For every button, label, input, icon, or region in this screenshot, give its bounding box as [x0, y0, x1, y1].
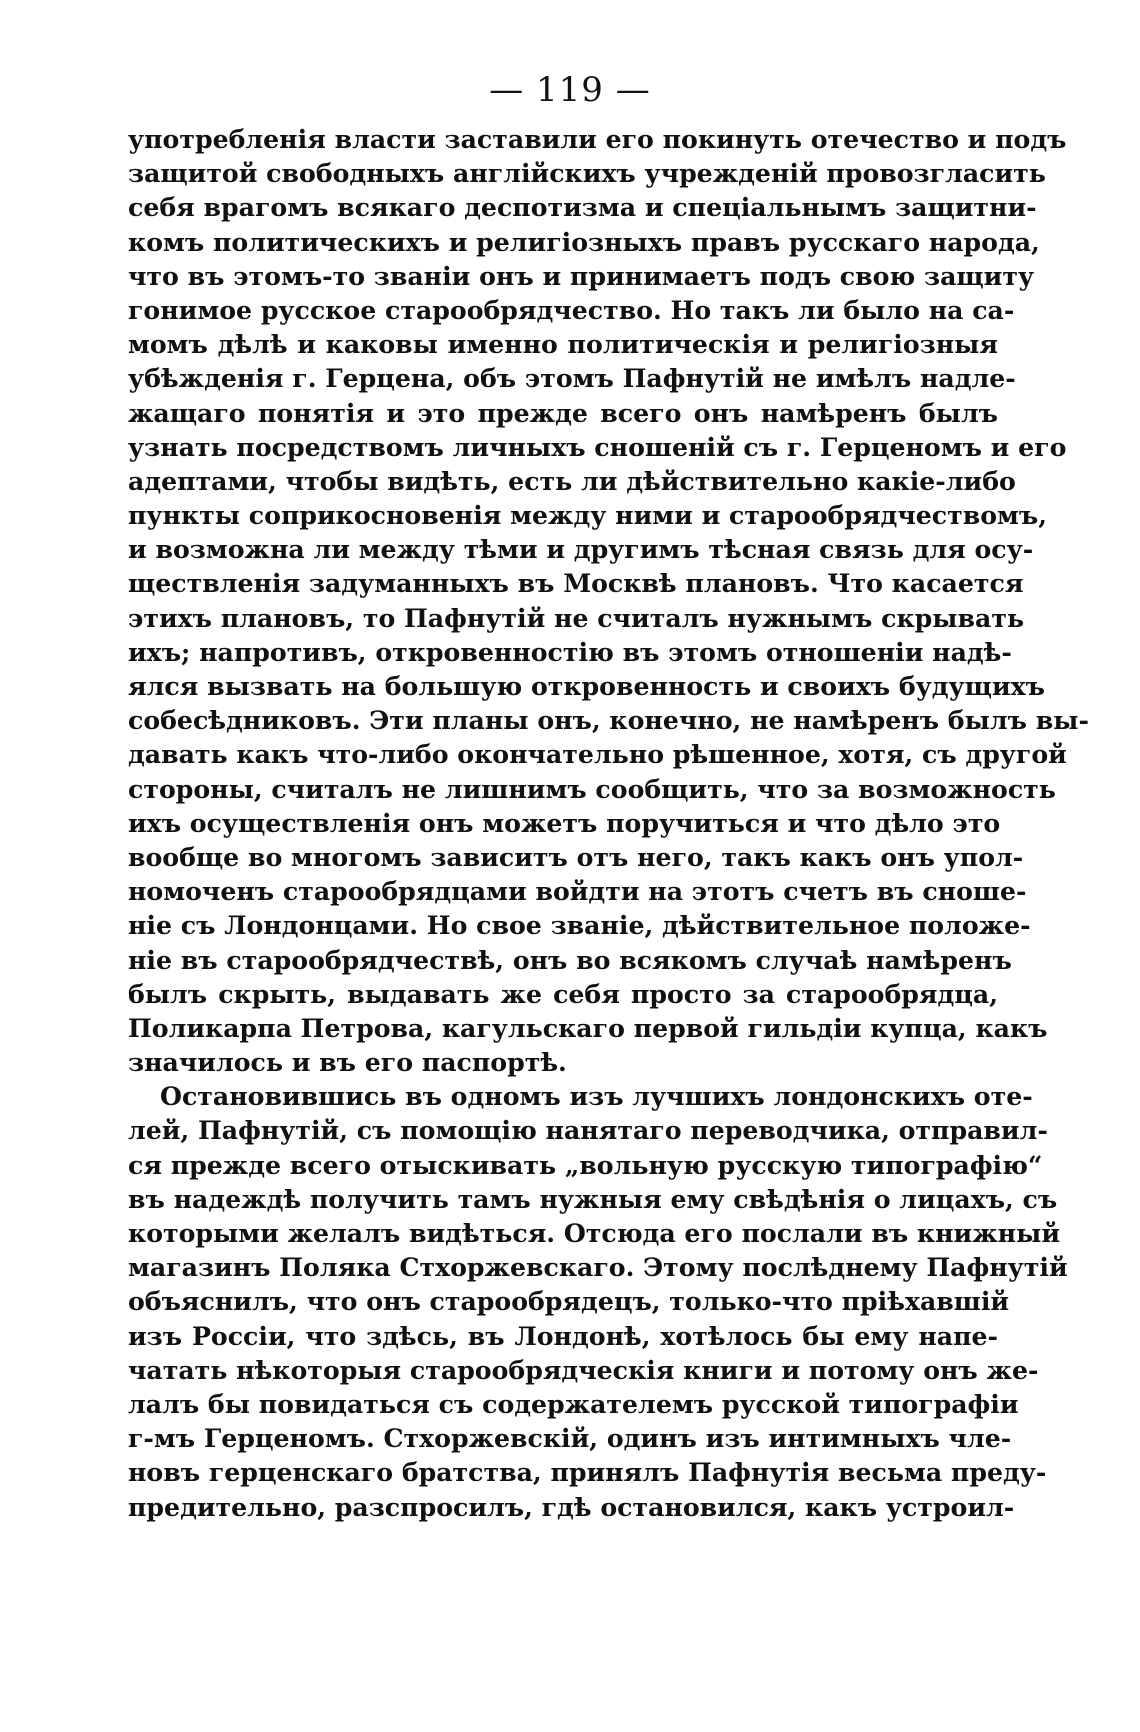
paragraph-1: [128, 122, 1089, 1079]
text-line: давать какъ что-либо окончательно рѣшенное, хотя, съ другой: [128, 739, 1067, 770]
text-line: вообще во многомъ зависитъ отъ него, такъ какъ онъ упол-: [128, 841, 1024, 872]
text-line: значилось и въ его паспортѣ.: [128, 1047, 567, 1078]
text-line: былъ скрыть, выдавать же себя просто за старообрядца,: [128, 978, 998, 1009]
text-line: объяснилъ, что онъ старообрядецъ, только-что пріѣхавшій: [128, 1286, 1010, 1317]
text-line: Поликарпа Петрова, кагульскаго первой гильдіи купца, какъ: [128, 1012, 1048, 1043]
text-line: Остановившись въ одномъ изъ лучшихъ лондонскихъ оте-: [160, 1081, 1033, 1112]
page-number: — 119 —: [489, 70, 651, 110]
text-line: ялся вызвать на большую откровенность и своихъ будущихъ: [128, 671, 1045, 701]
text-line: что въ этомъ-то званіи онъ и принимаетъ подъ свою защиту: [128, 260, 1035, 291]
text-line: гонимое русское старообрядчество. Но такъ ли было на са-: [128, 294, 1015, 325]
text-line: которыми желалъ видѣться. Отсюда его послали въ книжный: [128, 1218, 1061, 1248]
text-line: жащаго понятія и это прежде всего онъ намѣренъ былъ: [128, 397, 998, 428]
text-line: адептами, чтобы видѣть, есть ли дѣйствительно какіе-либо: [128, 465, 1016, 496]
text-line: стороны, считалъ не лишнимъ сообщить, что за возможность: [128, 773, 1056, 804]
body-text: [128, 122, 1089, 1524]
text-line: узнать посредствомъ личныхъ сношеній съ г. Герценомъ и его: [128, 431, 1067, 462]
text-line: изъ Россіи, что здѣсь, въ Лондонѣ, хотѣлось бы ему напе-: [128, 1320, 998, 1351]
text-line: ихъ; напротивъ, откровенностію въ этомъ отношеніи надѣ-: [128, 636, 1012, 667]
text-line: новъ герценскаго братства, принялъ Пафнутія весьма преду-: [128, 1457, 1047, 1488]
text-line: ихъ осуществленія онъ можетъ поручиться и что дѣло это: [128, 807, 1001, 838]
text-line: ніе въ старообрядчествѣ, онъ во всякомъ случаѣ намѣренъ: [128, 944, 1012, 975]
text-line: ществленія задуманныхъ въ Москвѣ плановъ. Что касается: [128, 568, 1024, 599]
text-line: ся прежде всего отыскивать „вольную русскую типографію“: [128, 1149, 1043, 1180]
text-line: этихъ плановъ, то Пафнутій не считалъ нужнымъ скрывать: [128, 602, 1025, 633]
text-line: въ надеждѣ получить тамъ нужныя ему свѣдѣнія о лицахъ, съ: [128, 1183, 1058, 1214]
text-line: предительно, разспросилъ, гдѣ остановился, какъ устроил-: [128, 1491, 1015, 1522]
text-line: чатать нѣкоторыя старообрядческія книги и потому онъ же-: [128, 1354, 1039, 1385]
text-line: магазинъ Поляка Стхоржевскаго. Этому послѣднему Пафнутій: [128, 1252, 1068, 1283]
text-line: лалъ бы повидаться съ содержателемъ русской типографіи: [128, 1388, 1019, 1419]
text-line: номоченъ старообрядцами войдти на этотъ счетъ въ сноше-: [128, 876, 1027, 907]
text-line: лей, Пафнутій, съ помощію нанятаго переводчика, отправил-: [128, 1115, 1048, 1146]
text-line: пункты соприкосновенія между ними и старообрядчествомъ,: [128, 500, 1048, 531]
text-line: г-мъ Герценомъ. Стхоржевскій, одинъ изъ интимныхъ чле-: [128, 1423, 1012, 1454]
text-line: защитой свободныхъ англійскихъ учрежденій провозгласить: [128, 158, 1046, 189]
text-line: момъ дѣлѣ и каковы именно политическія и религіозныя: [128, 329, 998, 360]
text-line: употребленія власти заставили его покинуть отечество и подъ: [128, 124, 1067, 154]
text-line: ніе съ Лондонцами. Но свое званіе, дѣйствительное положе-: [128, 910, 1031, 941]
text-line: комъ политическихъ и религіозныхъ правъ русскаго народа,: [128, 226, 1040, 257]
text-line: собесѣдниковъ. Эти планы онъ, конечно, не намѣренъ былъ вы-: [128, 705, 1089, 736]
text-line: себя врагомъ всякаго деспотизма и спеціальнымъ защитни-: [128, 192, 1037, 223]
text-line: убѣжденія г. Герцена, объ этомъ Пафнутій не имѣлъ надле-: [128, 363, 1016, 394]
paragraph-2: [128, 1079, 1068, 1523]
text-line: и возможна ли между тѣми и другимъ тѣсная связь для осу-: [128, 534, 1034, 565]
